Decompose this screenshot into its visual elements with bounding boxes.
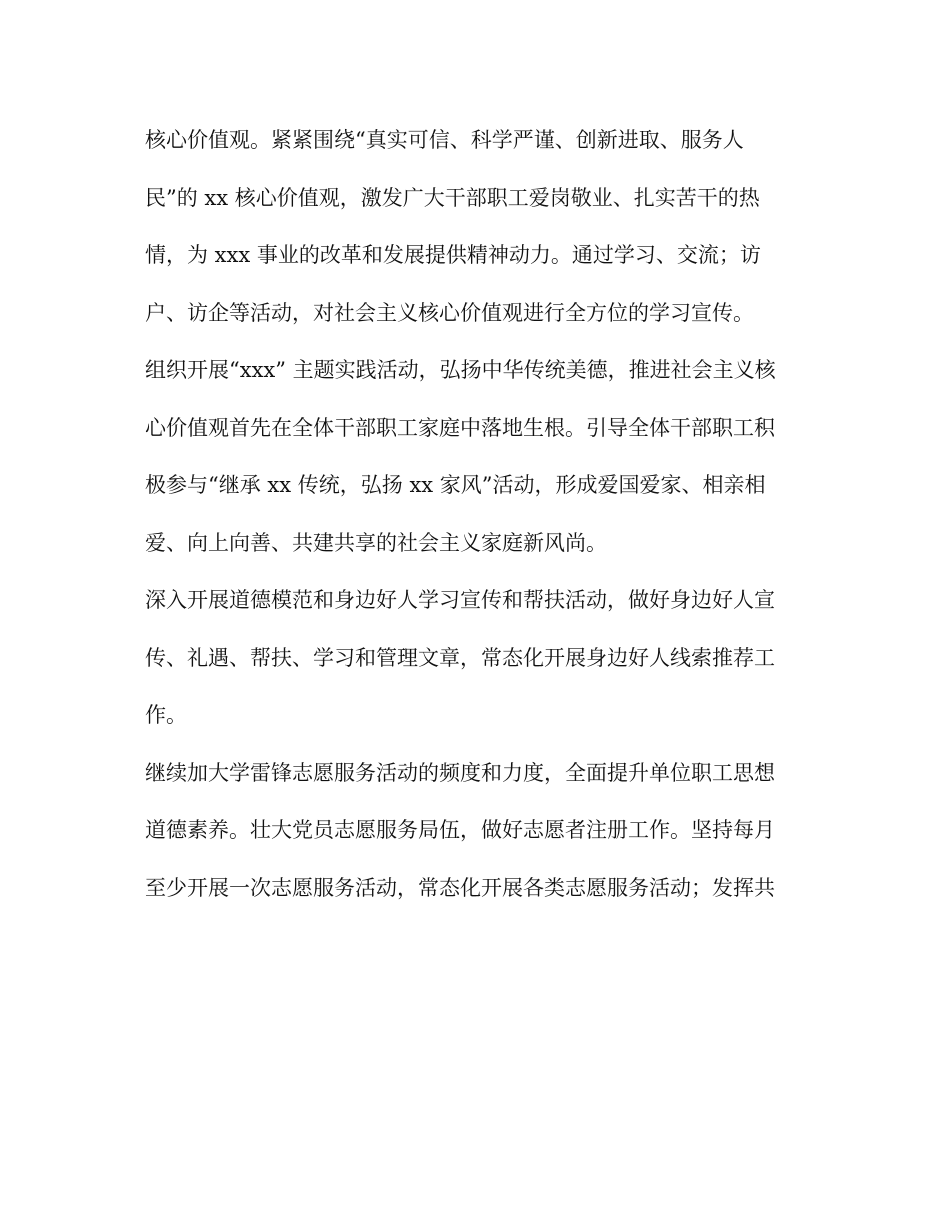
text-line: 组织开展“xxx” 主题实践活动，弘扬中华传统美德，推进社会主义核 xyxy=(145,358,776,382)
text-line: 作。 xyxy=(145,703,187,727)
text-line: 道德素养。壮大党员志愿服务局伍，做好志愿者注册工作。坚持每月 xyxy=(145,818,775,842)
text-line: 至少开展一次志愿服务活动，常态化开展各类志愿服务活动；发挥共 xyxy=(145,875,775,900)
text-line: 深入开展道德模范和身边好人学习宣传和帮扶活动，做好身边好人宣 xyxy=(145,588,775,612)
text-line: 传、礼遇、帮扶、学习和管理文章，常态化开展身边好人线索推荐工 xyxy=(145,645,775,670)
text-line: 心价值观首先在全体干部职工家庭中落地生根。引导全体干部职工积 xyxy=(145,415,775,440)
text-line: 户、访企等活动，对社会主义核心价值观进行全方位的学习宣传。 xyxy=(145,300,754,325)
text-line: 民”的 xx 核心价值观，激发广大干部职工爱岗敬业、扎实苦干的热 xyxy=(145,185,760,210)
text-line: 继续加大学雷锋志愿服务活动的频度和力度，全面提升单位职工思想 xyxy=(145,760,775,785)
text-line: 爱、向上向善、共建共享的社会主义家庭新风尚。 xyxy=(145,530,607,555)
text-line: 极参与“继承 xx 传统，弘扬 xx 家风”活动，形成爱国爱家、相亲相 xyxy=(145,473,766,497)
text-line: 核心价值观。紧紧围绕“真实可信、科学严谨、创新进取、服务人 xyxy=(145,128,744,152)
text-line: 情，为 xxx 事业的改革和发展提供精神动力。通过学习、交流；访 xyxy=(145,243,761,267)
body-text xyxy=(145,118,805,923)
